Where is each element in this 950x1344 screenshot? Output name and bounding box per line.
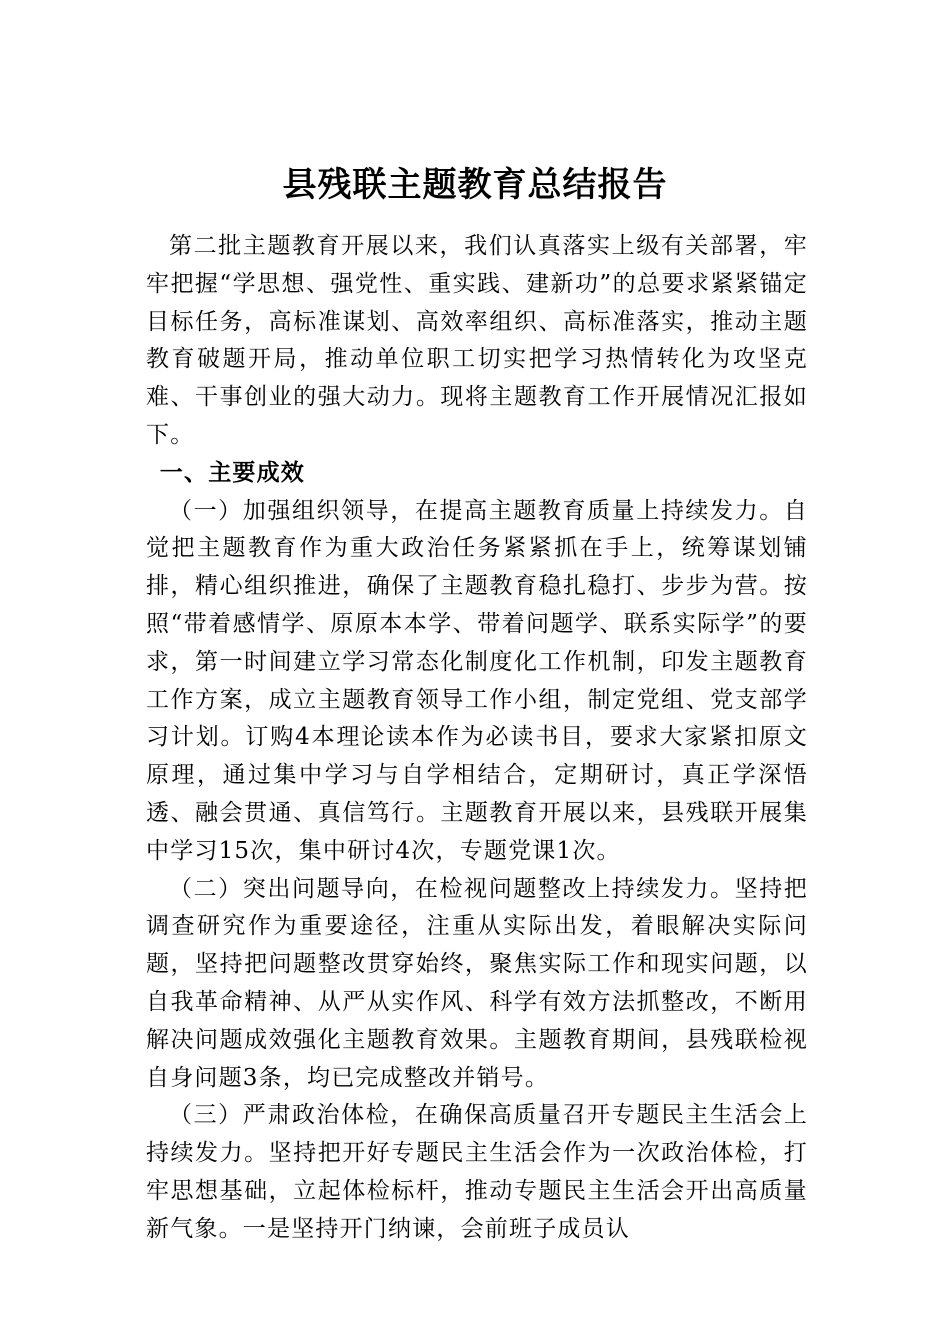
section-heading-main-results: 一、主要成效 — [159, 459, 305, 486]
intro-paragraph: 第二批主题教育开展以来，我们认真落实上级有关部署，牢牢把握“学思想、强党性、重实践、建新功”的总要求紧紧锚定目标任务，高标准谋划、高效率组织、高标准落实，推动主题教育破题开局，推动单位职工切实把学习热情转化为攻坚克难、干事创业的强大动力。现将主题教育工作开展情况汇报如下。 — [146, 233, 808, 448]
paragraph-organization-leadership: （一）加强组织领导，在提高主题教育质量上持续发力。自觉把主题教育作为重大政治任务紧紧抓在手上，统筹谋划铺排，精心组织推进，确保了主题教育稳扎稳打、步步为营。按照“带着感情学、原原本本学、带着问题学、联系实际学”的要求，第一时间建立学习常态化制度化工作机制，印发主题教育工作方案，成立主题教育领导工作小组，制定党组、党支部学习计划。订购4本理论读本作为必读书目，要求大家紧扣原文原理，通过集中学习与自学相结合，定期研讨，真正学深悟透、融会贯通、真信笃行。主题教育开展以来，县残联开展集中学习15次，集中研讨4次，专题党课1次。 — [146, 497, 808, 864]
document-body — [146, 228, 808, 1249]
paragraph-political-checkup: （三）严肃政治体检，在确保高质量召开专题民主生活会上持续发力。坚持把开好专题民主生活会作为一次政治体检，打牢思想基础，立起体检标杆，推动专题民主生活会开出高质量新气象。一是坚持开门纳谏，会前班子成员认 — [146, 1102, 808, 1242]
paragraph-problem-orientation: （二）突出问题导向，在检视问题整改上持续发力。坚持把调查研究作为重要途径，注重从实际出发，着眼解决实际问题，坚持把问题整改贯穿始终，聚焦实际工作和现实问题，以自我革命精神、从严从实作风、科学有效方法抓整改，不断用解决问题成效强化主题教育效果。主题教育期间，县残联检视自身问题3条，均已完成整改并销号。 — [146, 875, 808, 1091]
document-title: 县残联主题教育总结报告 — [282, 165, 668, 205]
